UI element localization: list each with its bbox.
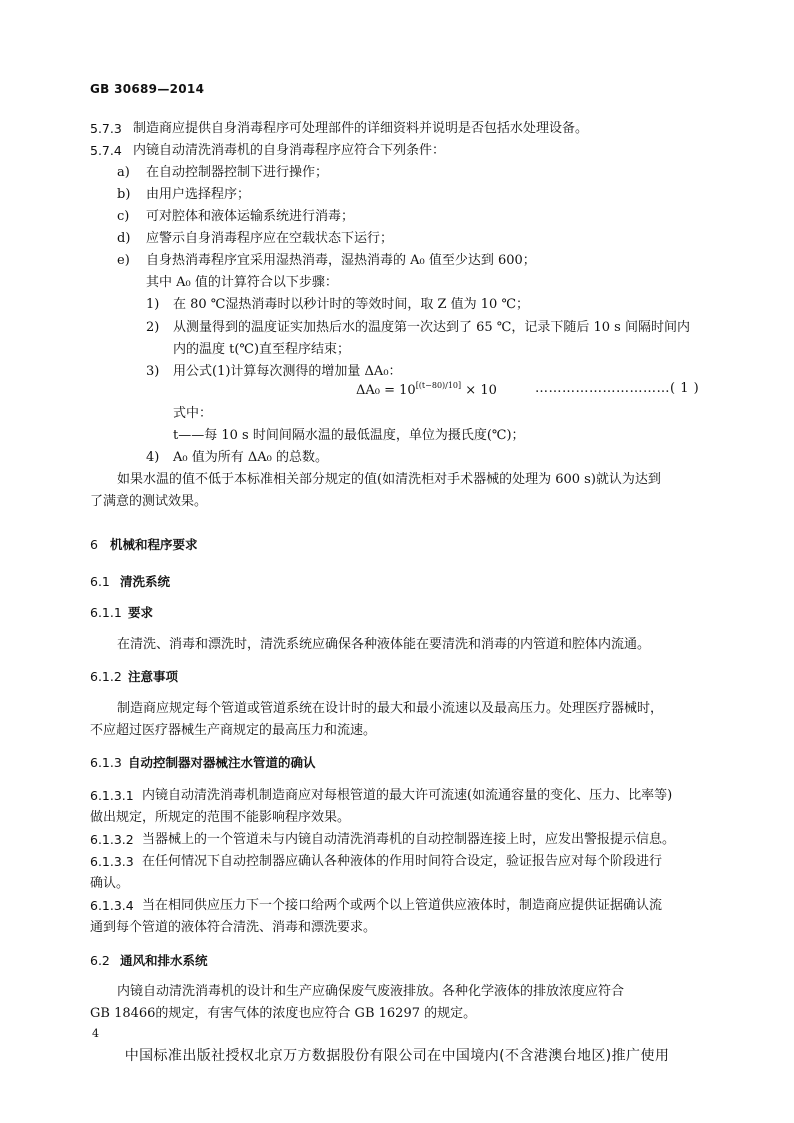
clause-text: 内镜自动清洗消毒机制造商应对每根管道的最大许可流速(如流通容量的变化、压力、比率等): [142, 788, 673, 803]
section-title: 通风和排水系统: [120, 953, 208, 968]
clause-text-cont: 确认。: [90, 876, 130, 891]
section-heading: [90, 669, 178, 685]
clause-number: 6.1.3.4: [90, 898, 134, 913]
clause-text: 当器械上的一个管道未与内镜自动清洗消毒机的自动控制器连接上时，应发出警报提示信息。: [142, 832, 676, 847]
section-heading: [90, 574, 170, 590]
step-text-cont: 内的温度 t(℃)直至程序结束；: [173, 342, 351, 357]
list-item: 由用户选择程序；: [146, 187, 251, 202]
formula-lhs: ΔA₀ = 10: [356, 383, 416, 398]
paragraph-line: 不应超过医疗器械生产商规定的最高压力和流速。: [90, 723, 377, 738]
section-number: 6.1: [90, 574, 110, 589]
section-title: 清洗系统: [120, 574, 171, 589]
section-heading: [90, 755, 316, 771]
clause-text-cont: 通到每个管道的液体符合清洗、消毒和漂洗要求。: [90, 920, 377, 935]
step-label: 1): [146, 297, 160, 312]
list-label: b): [117, 187, 131, 202]
section-heading: [90, 537, 198, 553]
list-item: 自身热消毒程序宜采用湿热消毒，湿热消毒的 A₀ 值至少达到 600；: [146, 253, 536, 268]
paragraph-line: 如果水温的值不低于本标准相关部分规定的值(如清洗柜对手术器械的处理为 600 s)就认为达到: [117, 472, 661, 487]
paragraph-line: 制造商应规定每个管道或管道系统在设计时的最大和最小流速以及最高压力。处理医疗器械时，: [117, 701, 664, 716]
equation-number: …………………………( 1 ): [535, 381, 700, 396]
paragraph-line: 在清洗、消毒和漂洗时，清洗系统应确保各种液体能在要清洗和消毒的内管道和腔体内流通。: [117, 637, 651, 652]
section-title: 要求: [128, 605, 154, 620]
section-number: 6.2: [90, 953, 110, 968]
clause-text: 当在相同供应压力下一个接口给两个或两个以上管道供应液体时，制造商应提供证据确认流: [142, 898, 663, 913]
clause-number: 5.7.3: [90, 121, 122, 136]
standard-header: GB 30689—2014: [90, 82, 205, 96]
step-label: 4): [146, 450, 160, 465]
section-number: 6: [90, 537, 98, 552]
clause-number: 6.1.3.1: [90, 788, 134, 803]
list-label: a): [117, 165, 130, 180]
calc-intro: 其中 A₀ 值的计算符合以下步骤：: [146, 275, 338, 290]
step-text: 用公式(1)计算每次测得的增加量 ΔA₀：: [173, 364, 402, 379]
step-text: 从测量得到的温度证实加热后水的温度第一次达到了 65 ℃，记录下随后 10 s 间隔时间内: [173, 320, 690, 335]
clause-text: 在任何情况下自动控制器应确认各种液体的作用时间符合设定，验证报告应对每个阶段进行: [142, 854, 663, 869]
section-heading: [90, 605, 153, 621]
formula: [356, 381, 497, 398]
where-label: 式中：: [173, 406, 213, 421]
step-label: 2): [146, 320, 160, 335]
step-label: 3): [146, 364, 160, 379]
clause-number: 5.7.4: [90, 143, 122, 158]
page-number: 4: [92, 1027, 99, 1040]
clause-number: 6.1.3.2: [90, 832, 134, 847]
paragraph-line: 内镜自动清洗消毒机的设计和生产应确保废气废液排放。各种化学液体的排放浓度应符合: [117, 984, 625, 999]
section-number: 6.1.1: [90, 605, 122, 620]
list-label: c): [117, 209, 130, 224]
clause-text: 制造商应提供自身消毒程序可处理部件的详细资料并说明是否包括水处理设备。: [133, 121, 589, 136]
clause-number: 6.1.3.3: [90, 854, 134, 869]
where-definition: t——每 10 s 时间间隔水温的最低温度，单位为摄氏度(℃)；: [173, 428, 525, 443]
formula-rhs: × 10: [465, 383, 497, 398]
section-title: 机械和程序要求: [110, 537, 198, 552]
list-label: d): [117, 231, 131, 246]
paragraph-line: GB 18466的规定，有害气体的浓度也应符合 GB 16297 的规定。: [90, 1006, 477, 1021]
formula-exponent: [(t−80)/10]: [415, 381, 462, 390]
section-heading: [90, 953, 208, 969]
footer-notice: 中国标准出版社授权北京万方数据股份有限公司在中国境内(不含港澳台地区)推广使用: [124, 1048, 670, 1064]
list-item: 应警示自身消毒程序应在空载状态下运行；: [146, 231, 394, 246]
step-text: 在 80 ℃湿热消毒时以秒计时的等效时间，取 Z 值为 10 ℃；: [173, 297, 529, 312]
clause-text-cont: 做出规定，所规定的范围不能影响程序效果。: [90, 810, 351, 825]
section-number: 6.1.2: [90, 669, 122, 684]
paragraph-line: 了满意的测试效果。: [90, 494, 208, 509]
section-title: 注意事项: [128, 669, 179, 684]
step-text: A₀ 值为所有 ΔA₀ 的总数。: [173, 450, 328, 465]
clause-text: 内镜自动清洗消毒机的自身消毒程序应符合下列条件：: [133, 143, 446, 158]
list-label: e): [117, 253, 130, 268]
list-item: 可对腔体和液体运输系统进行消毒；: [146, 209, 355, 224]
list-item: 在自动控制器控制下进行操作；: [146, 165, 329, 180]
section-number: 6.1.3: [90, 755, 122, 770]
section-title: 自动控制器对器械注水管道的确认: [128, 755, 316, 770]
